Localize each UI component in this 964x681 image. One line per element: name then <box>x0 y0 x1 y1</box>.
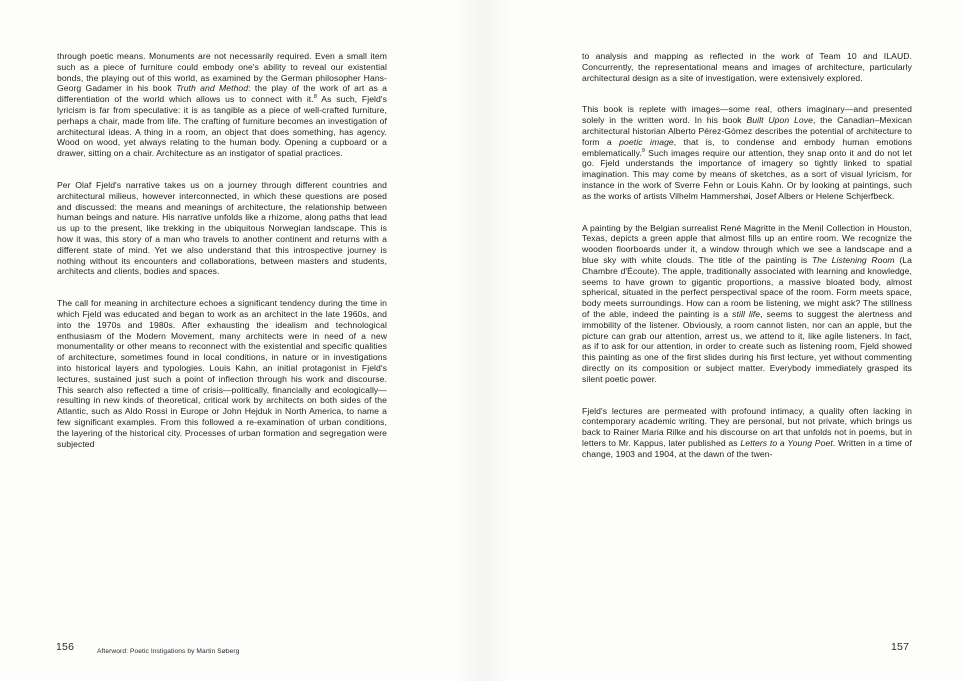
paragraph: A painting by the Belgian surrealist René Magritte in the Menil Collection in Houston, Texas, depicts a green apple that almost fills up an entire room. We recognize the wooden floorboards under it, a window through which we see a landscape and a blue sky with white clouds. The title of the painting is The Listening Room (La Chambre d'Écoute). The apple, traditionally associated with learning and knowledge, seems to have grown to gigantic proportions, a massive bloated body, almost spherical, situated in the perfect perspectival space of the room. Form meets space, body meets surroundings. How can a room be listening, we might ask? The stillness of the able, indeed the painting is a still life, seems to suggest the alertness and immobility of the listener. Obviously, a room cannot listen, nor can an apple, but the picture can grab our attention, arrest us, we attend to it, like agile listeners. In fact, as if to ask for our attention, in order to create such as listening room, Fjeld showed this painting as one of the first slides during his first lecture, yet without commenting directly on its composition or subject matter. Everybody immediately grasped its silent poetic power. <box>582 222 913 384</box>
paragraph: Fjeld's lectures are permeated with profound intimacy, a quality often lacking in contemporary academic writing. They are personal, but not private, which brings us back to Rainer Maria Rilke and his discourse on art that unfolds not in poems, but in letters to Mr. Kappus, later published as Letters to a Young Poet. Written in a time of change, 1903 and 1904, at the dawn of the twen- <box>582 405 912 459</box>
page-number-right: 157 <box>891 641 910 653</box>
paragraph: This book is replete with images—some real, others imaginary—and presented solely in the written word. In his book Built Upon Love, the Canadian–Mexican architectural historian Alberto Pérez-Gómez describes the potential of architecture to form a poetic image, that is, to condense and embody human emotions emblematically.$^9$ Such images require our attention, they snap onto it and do not let go. Fjeld understands the importance of imagery so tightly linked to spatial imagination. This may come by means of sketches, as a sort of visual lyricism, for instance in the work of Sverre Fehn or Louis Kahn. Or by looking at paintings, such as the works of artists Vilhelm Hammershøi, Josef Albers or Helene Schjerfbeck. <box>582 104 912 201</box>
page-right <box>482 0 964 681</box>
paragraph: The call for meaning in architecture echoes a significant tendency during the time in which Fjeld was educated and began to work as an architect in the late 1960s, and into the 1970s and 1980s. After exhausting the idealism and technological enthusiasm of the Modern Movement, many architects were in need of a new monumentality or other means to reconnect with the existential and specific qualities of architecture, sometimes found in local conditions, in nature or in investigations into historical layers and typologies. Louis Kahn, an initial protagonist in Fjeld's lectures, sustained just such a point of inflection through his work and discourse. This search also reflected a time of crisis—politically, financially and ecologically—resulting in new kinds of theoretical, critical work by architects on both sides of the Atlantic, such as Aldo Rossi in Europe or John Hejduk in North America, to name a few significant examples. From this followed a re-examination of urban conditions, the layering of the historical city. Processes of urban formation and segregation were subjected <box>57 298 387 449</box>
running-footer-title: Afterword: Poetic Instigations by Martin Søberg <box>97 648 240 655</box>
page-right-text-column <box>582 51 912 481</box>
paragraph: through poetic means. Monuments are not necessarily required. Even a small item such as a piece of furniture could embody one's ability to reveal our existential bonds, the playing out of this world, as examined by the German philosopher Hans-Georg Gadamer in his book Truth and Method: the play of the work of art as a differentiation of the world which allows us to connect with it.$^8$ As such, Fjeld's lyricism is far from speculative: it is as tangible as a piece of well-crafted furniture, perhaps a chair, made from life. The crafting of furniture becomes an investigation of architectural ideas. A thing in a room, an object that does something, has agency. Wood on wood, yet always relating to the human body. Opening a cupboard or a drawer, sitting on a chair. Architecture as an instigator of spatial practices. <box>57 51 387 159</box>
page-left-text-column <box>57 51 387 470</box>
page-number-left: 156 <box>56 641 75 653</box>
paragraph: to analysis and mapping as reflected in the work of Team 10 and ILAUD. Concurrently, the representational means and images of architecture, particularly architectural design as a site of investigation, were extensively explored. <box>582 51 912 83</box>
paragraph: Per Olaf Fjeld's narrative takes us on a journey through different countries and architectural milieus, however interconnected, in which these questions are posed and discussed: the means and meanings of architecture, the relationship between human beings and nature. His narrative unfolds like a rhizome, along paths that lead us up to the present, like trekking in the ubiquitous Norwegian landscape. This is how it was, this story of a man who travels to another continent and returns with a different state of mind. Yet we also understand that this introspective journey is nothing without its encounters and collaborations, between masters and students, architects and clients, bodies and spaces. <box>57 179 387 277</box>
